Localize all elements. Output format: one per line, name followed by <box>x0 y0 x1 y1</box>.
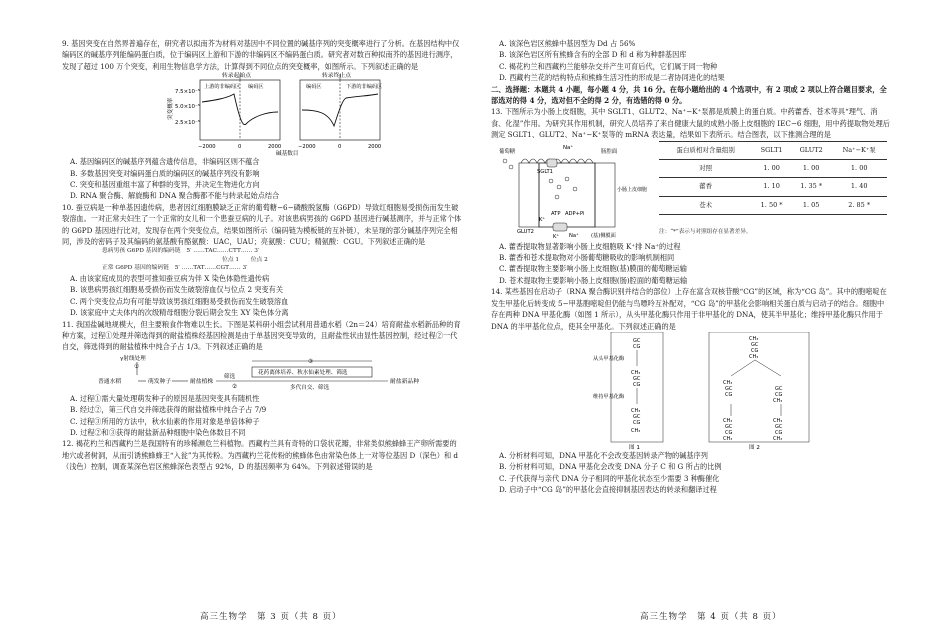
option: B. 该患病男孩红细胞易受损伤而发生破裂溶血仅与位点 2 突变有关 <box>70 285 284 295</box>
question-11 <box>62 319 462 353</box>
question-10 <box>62 202 462 248</box>
footer-left: 高三生物学 第 3 页（共 8 页） <box>200 612 342 622</box>
question-13 <box>491 106 891 140</box>
svg-text:0: 0 <box>238 144 242 151</box>
option: C. 过程③所用的方法中，秋水仙素的作用对象是单倍体种子 <box>70 416 260 426</box>
option: C. 褐花杓兰和西藏杓兰能够杂交并产生可育后代，它们属于同一物种 <box>499 61 718 71</box>
y-tick: 5.0×10⁻⁵ <box>175 104 200 111</box>
option: C. 藿香提取物主要影响小肠上皮细胞(基)膜面的葡萄糖运输 <box>499 264 687 274</box>
question-stem: 14. 某些基因在启动子（RNA 聚合酶识别并结合的部位）上存在富含双核苷酸“CG”的区域，称为“CG 岛”。其中的胞嘧啶在发生甲基化后转变成 5−甲基胞嘧啶但仍能与鸟嘌呤互补配对，“CG 岛”的甲基化会影响相关蛋白质与启动子的结合。细胞中存在两种 DNA 甲基化酶（如图 1 所示），从头甲基化酶只作用于非甲基化的 DNA，使其半甲基化；维持甲基化酶只作用于 DNA 的半甲基化位点，使其全甲基化。下列叙述正确的是 <box>491 287 887 331</box>
start-label: 普通水稻 <box>98 378 122 385</box>
seed-label: 萌发种子 <box>148 378 172 385</box>
option: B. 多数基因突变对编码蛋白质的编码区的碱基序列没有影响 <box>70 168 260 178</box>
question-stem: 13. 下图所示为小肠上皮细胞，其中 SGLT1、GLUT2、Na⁺−K⁺泵都是质膜上的蛋白质。中药藿香、苍术等具“理气、消食、化湿”作用。为研究其作用机制，研究人员培养了来自健康大鼠的成熟小肠上皮细胞的 IEC−6 细胞，用中药提取物处理后测定 SGLT1、GLUT2、Na⁺−K⁺泵等的 mRNA 表达量，结果如下表所示。结合图表，以下推测合理的是 <box>491 107 890 140</box>
option: D. 该家庭中丈夫体内的次级精母细胞分裂后期会发生 XY 染色体分离 <box>70 308 289 318</box>
table-header: 蛋白质相对含量组别 <box>659 141 752 159</box>
option: B. 分析材料可知，DNA 甲基化会改变 DNA 分子 C 和 G 所占的比例 <box>499 462 722 472</box>
question-14 <box>491 286 891 332</box>
mutation-rate-chart <box>62 72 462 156</box>
svg-text:−2000: −2000 <box>298 144 316 151</box>
svg-text:(基)侧膜面: (基)侧膜面 <box>591 232 616 239</box>
svg-text:CG: CG <box>775 391 783 398</box>
svg-text:CH₃: CH₃ <box>773 397 783 404</box>
gamma-label: γ射线处理 <box>120 355 146 362</box>
option: A. 基因编码区的碱基序列蕴含遗传信息，非编码区则不蕴含 <box>70 157 260 167</box>
region-down: 下游的非编码区 <box>346 84 383 91</box>
svg-text:CH₃: CH₃ <box>749 353 759 360</box>
region-code2: 编码区 <box>306 84 322 91</box>
svg-text:CH₃: CH₃ <box>723 417 733 424</box>
option: A. 藿香提取物显著影响小肠上皮细胞吸 K⁺排 Na⁺的过程 <box>499 241 681 251</box>
left-column <box>62 38 462 473</box>
svg-text:CG: CG <box>725 391 733 398</box>
mid-label: 耐盐植株 <box>190 378 214 385</box>
svg-text:ATP: ATP <box>551 210 561 217</box>
q9-figure <box>62 72 462 156</box>
svg-text:GC: GC <box>751 341 759 348</box>
q13-table <box>659 141 887 216</box>
svg-text:肠腔面: 肠腔面 <box>601 148 618 155</box>
option: A. 分析材料可知，DNA 甲基化不会改变基因转录产物的碱基序列 <box>499 450 708 460</box>
table-row: 对照 1. 00 1. 00 1. 00 <box>659 160 887 178</box>
svg-text:0: 0 <box>338 144 342 151</box>
fig-1-label: 图 1 <box>629 444 640 450</box>
svg-text:GC: GC <box>775 385 783 392</box>
svg-text:GLUT2: GLUT2 <box>517 228 534 235</box>
svg-text:葡萄糖: 葡萄糖 <box>499 148 516 155</box>
svg-text:GC: GC <box>633 337 641 344</box>
table-header: SGLT1 <box>752 141 791 159</box>
svg-text:2000: 2000 <box>368 144 382 151</box>
svg-text:CG: CG <box>725 429 733 436</box>
svg-text:CH₃: CH₃ <box>631 369 641 376</box>
svg-text:CH₃: CH₃ <box>631 427 641 434</box>
seq-label: 正常 G6PD 基因的编码链 <box>102 265 169 272</box>
svg-text:K⁺: K⁺ <box>553 233 560 240</box>
option: C. 两个突变位点均有可能导致该男孩红细胞易受损伤而发生破裂溶血 <box>70 296 289 306</box>
svg-text:K⁺: K⁺ <box>539 216 546 223</box>
q13-figure <box>491 141 891 241</box>
end-label: 耐盐新品种 <box>390 378 419 385</box>
svg-text:CG: CG <box>633 381 641 388</box>
svg-text:从头甲基化酶: 从头甲基化酶 <box>593 355 625 362</box>
option: C. 子代获得与亲代 DNA 分子相同的甲基化状态至少需要 3 种酶催化 <box>499 473 720 483</box>
q11-breeding-diagram <box>62 353 462 393</box>
q11-options <box>62 393 462 439</box>
y-label: 突变概率 <box>168 97 174 121</box>
table-header: GLUT2 <box>791 141 831 159</box>
svg-text:小肠上皮细胞: 小肠上皮细胞 <box>617 186 648 193</box>
section-2-title: 二、选择题：本题共 4 小题，每小题 4 分，共 16 分。在每小题给出的 4 个选项中，有 2 项或 2 项以上符合题目要求，全部选对的得 4 分，选对但不全的得 2 分，有选错的得 0 分。 <box>491 84 887 106</box>
svg-text:SGLT1: SGLT1 <box>537 168 553 175</box>
title-left: 转录起始点 <box>222 73 251 80</box>
svg-text:Na⁺: Na⁺ <box>569 232 579 239</box>
question-stem: 12. 褐花杓兰和西藏杓兰是我国特有的珍稀濒危兰科植物。西藏杓兰具有奇特的口袋状花瓣，非常类似熊蜂蜂王产卵所需要的地穴或者树洞，从而引诱熊蜂蜂王“入瓮”为其传粉。为西藏杓兰花传粉的熊蜂体色由常染色体上一对等位基因 D（深色）和 d（浅色）控制，调查某深色岩区熊蜂深色表型占 92%，D 的基因频率为 64%。下列叙述错误的是 <box>62 439 459 472</box>
svg-text:②: ② <box>232 383 238 390</box>
option: D. 西藏杓兰花的结构特点和熊蜂生活习性的形成是二者协同进化的结果 <box>499 73 725 83</box>
svg-text:Na⁺: Na⁺ <box>563 144 574 151</box>
q14-figure <box>491 332 891 450</box>
option: A. 该深色岩区熊蜂中基因型为 Dd 占 56% <box>499 39 636 48</box>
svg-text:多代自交、筛选: 多代自交、筛选 <box>290 384 330 391</box>
option: C. 突变和基因重组丰富了种群的变异，并决定生物进化方向 <box>70 180 260 190</box>
svg-text:CH₃: CH₃ <box>723 379 733 386</box>
svg-text:CG: CG <box>751 347 759 354</box>
svg-text:筛选: 筛选 <box>224 373 236 380</box>
svg-text:CH₃: CH₃ <box>749 335 759 342</box>
fig-2-label: 图 2 <box>749 444 760 450</box>
table-row: 苍术 1. 50 * 1. 05 2. 85 * <box>659 196 887 214</box>
q9-options <box>62 156 462 202</box>
seq-label: 患病男孩 G6PD 基因的编码链 <box>102 248 181 255</box>
site-labels: 位点 1 位点 2 <box>222 256 268 263</box>
table-note: 注：“*”表示与对照组存在显著差异。 <box>659 228 752 235</box>
option: B. 该深色岩区所有熊蜂含有的全部 D 和 d 称为种群基因库 <box>499 50 687 60</box>
svg-text:−2000: −2000 <box>198 144 216 151</box>
region-code1: 编码区 <box>248 84 264 91</box>
x-label: 碱基数目 <box>276 151 299 157</box>
title-right: 转录终止点 <box>322 73 351 80</box>
y-tick: 7.5×10⁻⁵ <box>175 89 200 96</box>
question-12 <box>62 438 462 472</box>
svg-text:2000: 2000 <box>268 144 282 151</box>
q14-options <box>491 450 891 496</box>
question-stem: 11. 我国盐碱地规模大，但主要粮食作物难以生长。下图是某科研小组尝试利用普通水稻（2n＝24）培育耐盐水稻新品种的育种方案，过程①处理并筛选得到的耐盐植株经基因检测是由于单基因突变导致的，且耐盐性状由显性基因控制，经过程②一代自交，筛选得到的耐盐植株中纯合子占 1/3。下列叙述正确的是 <box>62 319 461 352</box>
y-tick: 2.5×10⁻⁵ <box>175 120 200 127</box>
svg-text:CG: CG <box>633 343 641 350</box>
svg-text:GC: GC <box>725 423 733 430</box>
svg-text:花药离体培养、秋水仙素处理、筛选: 花药离体培养、秋水仙素处理、筛选 <box>258 369 348 376</box>
svg-text:GC: GC <box>725 385 733 392</box>
q13-options <box>491 241 891 287</box>
option: A. 过程①需大量处理萌发种子的原因是基因突变具有随机性 <box>70 393 260 403</box>
svg-text:GC: GC <box>633 413 641 420</box>
svg-text:③: ③ <box>308 358 314 365</box>
option: B. 藿香和苍术提取物对小肠葡萄糖吸收的影响机制相同 <box>499 253 675 263</box>
table-row: 藿香 1. 10 1. 35 * 1. 40 <box>659 178 887 196</box>
region-up: 上游的非编码区 <box>204 84 241 91</box>
question-stem: 10. 蚕豆病是一种单基因遗传病，患者因红细胞膜缺乏正常的葡萄糖−6−磷酸脱氢酶（G6PD）导致红细胞易受损伤而发生破裂溶血。一对正常夫妇生了一个正常的女儿和一个患蚕豆病的儿子。对该患病男孩的 G6PD 基因进行碱基测序，并与正常个体的 G6PD 基因进行比对，发现存在两个突变位点，结果如图所示（编码链为模板链的互补链），未呈现的部分碱基序列完全相同，涉及的密码子及其编码的氨基酸有酪氨酸：UAC，UAU；亮氨酸：CUU；精氨酸：CGU。下列叙述正确的是 <box>62 202 462 247</box>
svg-text:CH₃: CH₃ <box>723 435 733 442</box>
footer-right: 高三生物学 第 4 页（共 8 页） <box>640 612 782 622</box>
right-column <box>491 38 891 496</box>
svg-text:GC: GC <box>775 423 783 430</box>
seq-value: 5′ ……TAT……CGT…… 3′ <box>174 265 248 272</box>
option: D. 启动子中“CG 岛”的甲基化会直接抑制基因表达的转录和翻译过程 <box>499 485 717 495</box>
methylation-diagram <box>491 332 891 450</box>
option: D. RNA 聚合酶、解旋酶和 DNA 聚合酶都不能与转录起始点结合 <box>70 191 280 201</box>
table-header: Na⁺−K⁺泵 <box>831 141 887 159</box>
svg-text:CG: CG <box>775 429 783 436</box>
seq-value: 5′ ……TAC……CTT…… 3′ <box>186 248 260 255</box>
option: B. 经过②，第三代自交并筛选获得的耐盐植株中纯合子占 7/9 <box>70 405 267 415</box>
question-stem: 9. 基因突变在自然界普遍存在，研究者以拟南芥为材料对基因中不同位置的碱基序列的突变概率进行了分析。在基因结构中仅编码区的碱基序列能编码蛋白质，位于编码区上游和下游的非编码区不编码蛋白质。研究者对数百种拟南芥的基因进行测序，发现了超过 100 万个突变，利用生物信息学方法，计算得到不同位点的突变概率，如图所示。下列叙述正确的是 <box>62 39 460 71</box>
svg-text:CG: CG <box>633 419 641 426</box>
svg-text:CH₃: CH₃ <box>631 407 641 414</box>
svg-text:CH₃: CH₃ <box>773 435 783 442</box>
q10-options <box>62 273 462 319</box>
svg-text:ADP+Pi: ADP+Pi <box>565 210 585 217</box>
option: D. 过程②和③获得的耐盐新品种细胞中染色体数目不同 <box>70 428 246 438</box>
option: A. 由该家庭成员的表型可推知蚕豆病为伴 X 染色体隐性遗传病 <box>70 273 270 283</box>
q10-sequences <box>62 247 462 273</box>
svg-text:CH₃: CH₃ <box>773 417 783 424</box>
q12-options <box>491 38 891 84</box>
intestinal-cell-diagram <box>491 141 657 241</box>
svg-text:①: ① <box>134 363 140 370</box>
question-9 <box>62 38 462 72</box>
svg-text:维持甲基化酶: 维持甲基化酶 <box>593 393 625 400</box>
svg-text:GC: GC <box>633 375 641 382</box>
option: D. 苍术提取物主要影响小肠上皮细胞(肠)腔面的葡萄糖运输 <box>499 275 688 285</box>
